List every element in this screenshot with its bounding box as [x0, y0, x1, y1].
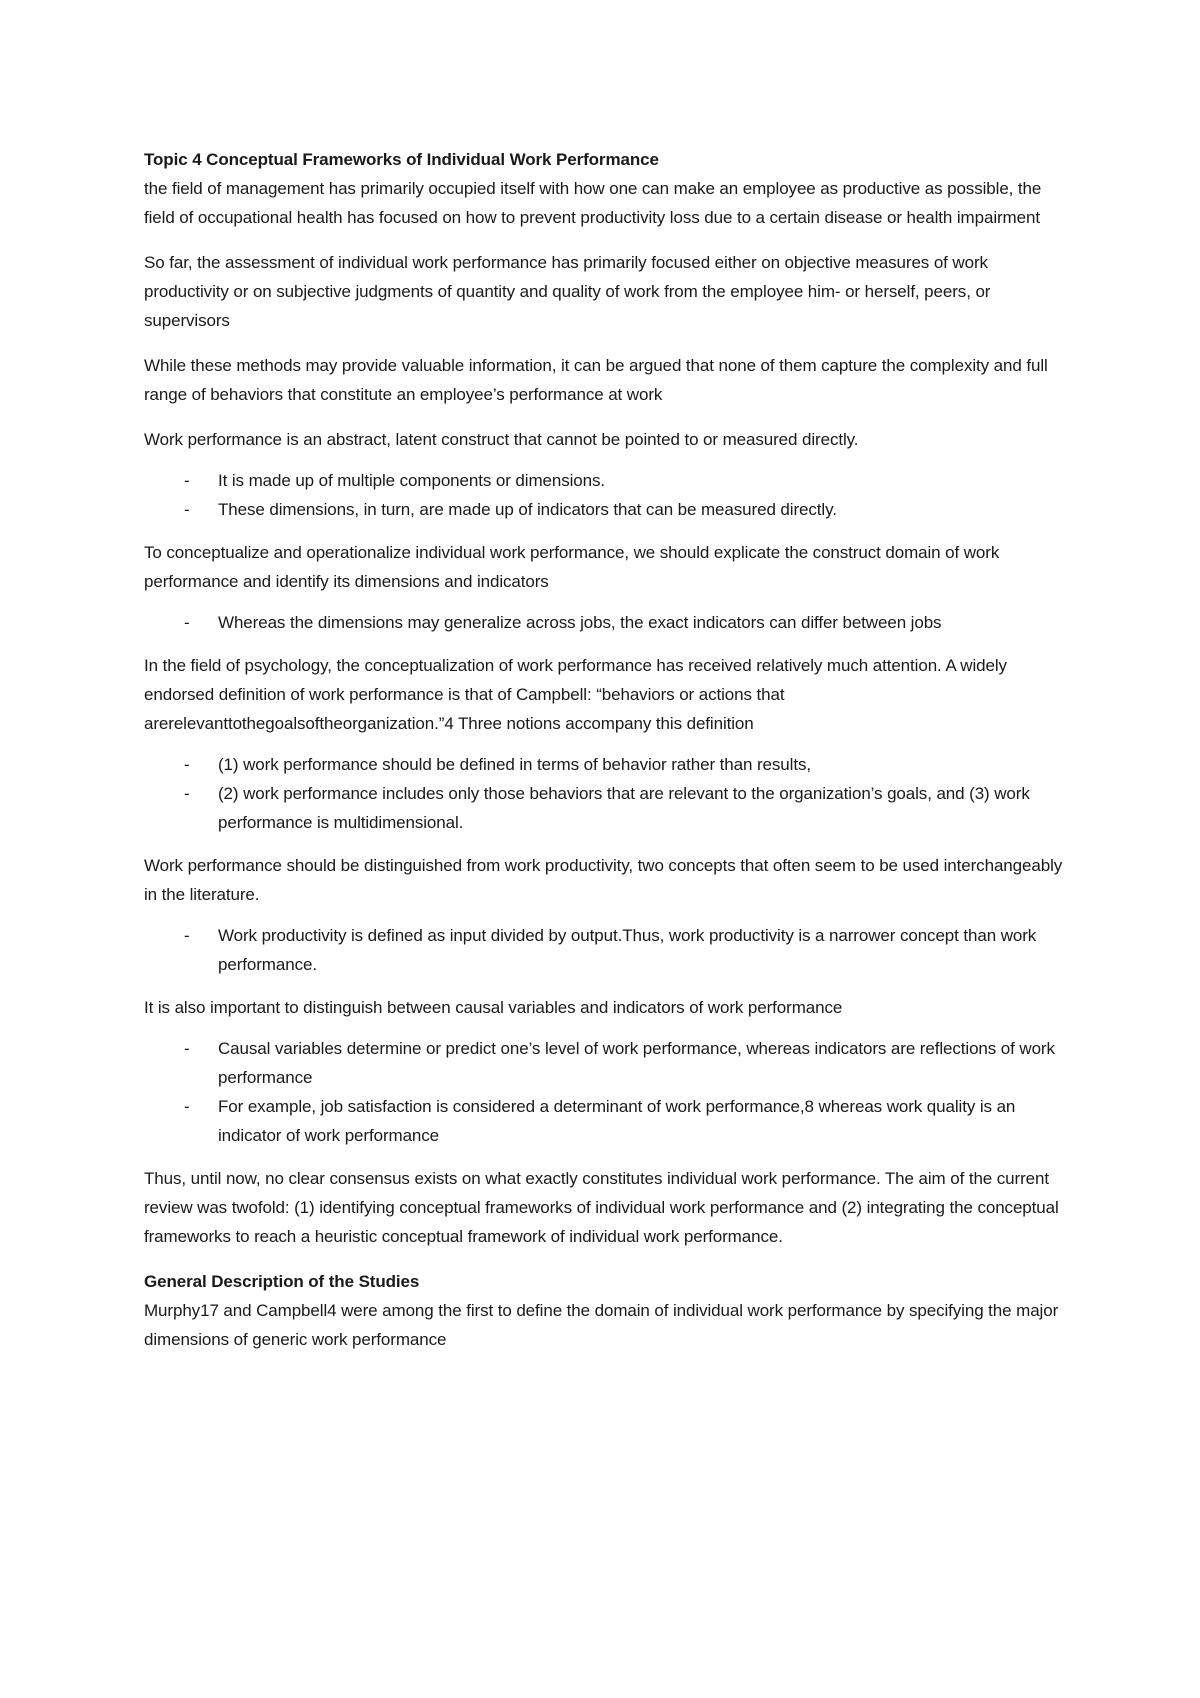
list-item: - Whereas the dimensions may generalize across jobs, the exact indicators can differ between jobs — [144, 608, 1069, 637]
list-item: - These dimensions, in turn, are made up of indicators that can be measured directly. — [144, 495, 1069, 524]
list-item: - (2) work performance includes only those behaviors that are relevant to the organization’s goals, and (3) work performance is multidimensional. — [144, 779, 1069, 837]
paragraph-methods: While these methods may provide valuable information, it can be argued that none of them capture the complexity and full range of behaviors that constitute an employee’s performance at work — [144, 356, 1048, 404]
bullet-dash: - — [184, 755, 190, 774]
intro-paragraph: the field of management has primarily occupied itself with how one can make an employee as productive as possible, the field of occupational health has focused on how to prevent productivity loss due to a certain disease or health impairment — [144, 179, 1042, 227]
list-item: - Work productivity is defined as input divided by output.Thus, work productivity is a narrower concept than work performance. — [144, 921, 1069, 979]
list-item: - It is made up of multiple components or dimensions. — [144, 466, 1069, 495]
list-item: - Causal variables determine or predict one’s level of work performance, whereas indicators are reflections of work performance — [144, 1034, 1069, 1092]
paragraph-causal-variables: It is also important to distinguish between causal variables and indicators of work performance — [144, 998, 843, 1017]
bullet-dash: - — [184, 1039, 190, 1058]
list-item: - (1) work performance should be defined in terms of behavior rather than results, — [144, 750, 1069, 779]
bullet-list-dimensions — [144, 608, 1069, 637]
paragraph-psychology: In the field of psychology, the conceptualization of work performance has received relatively much attention. A widely endorsed definition of work performance is that of Campbell: “behaviors or actions that arerelevanttothegoalsoftheorganization.”4 Three notions accompany this definition — [144, 656, 1007, 733]
bullet-list-notions — [144, 750, 1069, 837]
bullet-list-construct — [144, 466, 1069, 524]
bullet-dash: - — [184, 613, 190, 632]
list-item: - For example, job satisfaction is considered a determinant of work performance,8 whereas work quality is an indicator of work performance — [144, 1092, 1069, 1150]
bullet-dash: - — [184, 471, 190, 490]
document-page — [144, 145, 1069, 1370]
paragraph-general-description: Murphy17 and Campbell4 were among the first to define the domain of individual work performance by specifying the major dimensions of generic work performance — [144, 1301, 1059, 1349]
paragraph-latent-construct: Work performance is an abstract, latent construct that cannot be pointed to or measured directly. — [144, 430, 859, 449]
paragraph-productivity: Work performance should be distinguished from work productivity, two concepts that often seem to be used interchangeably in the literature. — [144, 856, 1063, 904]
page-title: Topic 4 Conceptual Frameworks of Individual Work Performance — [144, 150, 659, 169]
bullet-list-causal — [144, 1034, 1069, 1150]
bullet-dash: - — [184, 1097, 190, 1116]
bullet-dash: - — [184, 500, 190, 519]
paragraph-review-aim: Thus, until now, no clear consensus exists on what exactly constitutes individual work performance. The aim of the current review was twofold: (1) identifying conceptual frameworks of individual work performance and (2) integrating the conceptual frameworks to reach a heuristic conceptual framework of individual work performance. — [144, 1169, 1059, 1246]
bullet-dash: - — [184, 784, 190, 803]
bullet-dash: - — [184, 926, 190, 945]
paragraph-operationalize: To conceptualize and operationalize individual work performance, we should explicate the construct domain of work performance and identify its dimensions and indicators — [144, 543, 1000, 591]
paragraph-assessment: So far, the assessment of individual work performance has primarily focused either on objective measures of work productivity or on subjective judgments of quantity and quality of work from the employee him- or herself, peers, or supervisors — [144, 253, 991, 330]
bullet-list-productivity — [144, 921, 1069, 979]
section-heading: General Description of the Studies — [144, 1272, 420, 1291]
